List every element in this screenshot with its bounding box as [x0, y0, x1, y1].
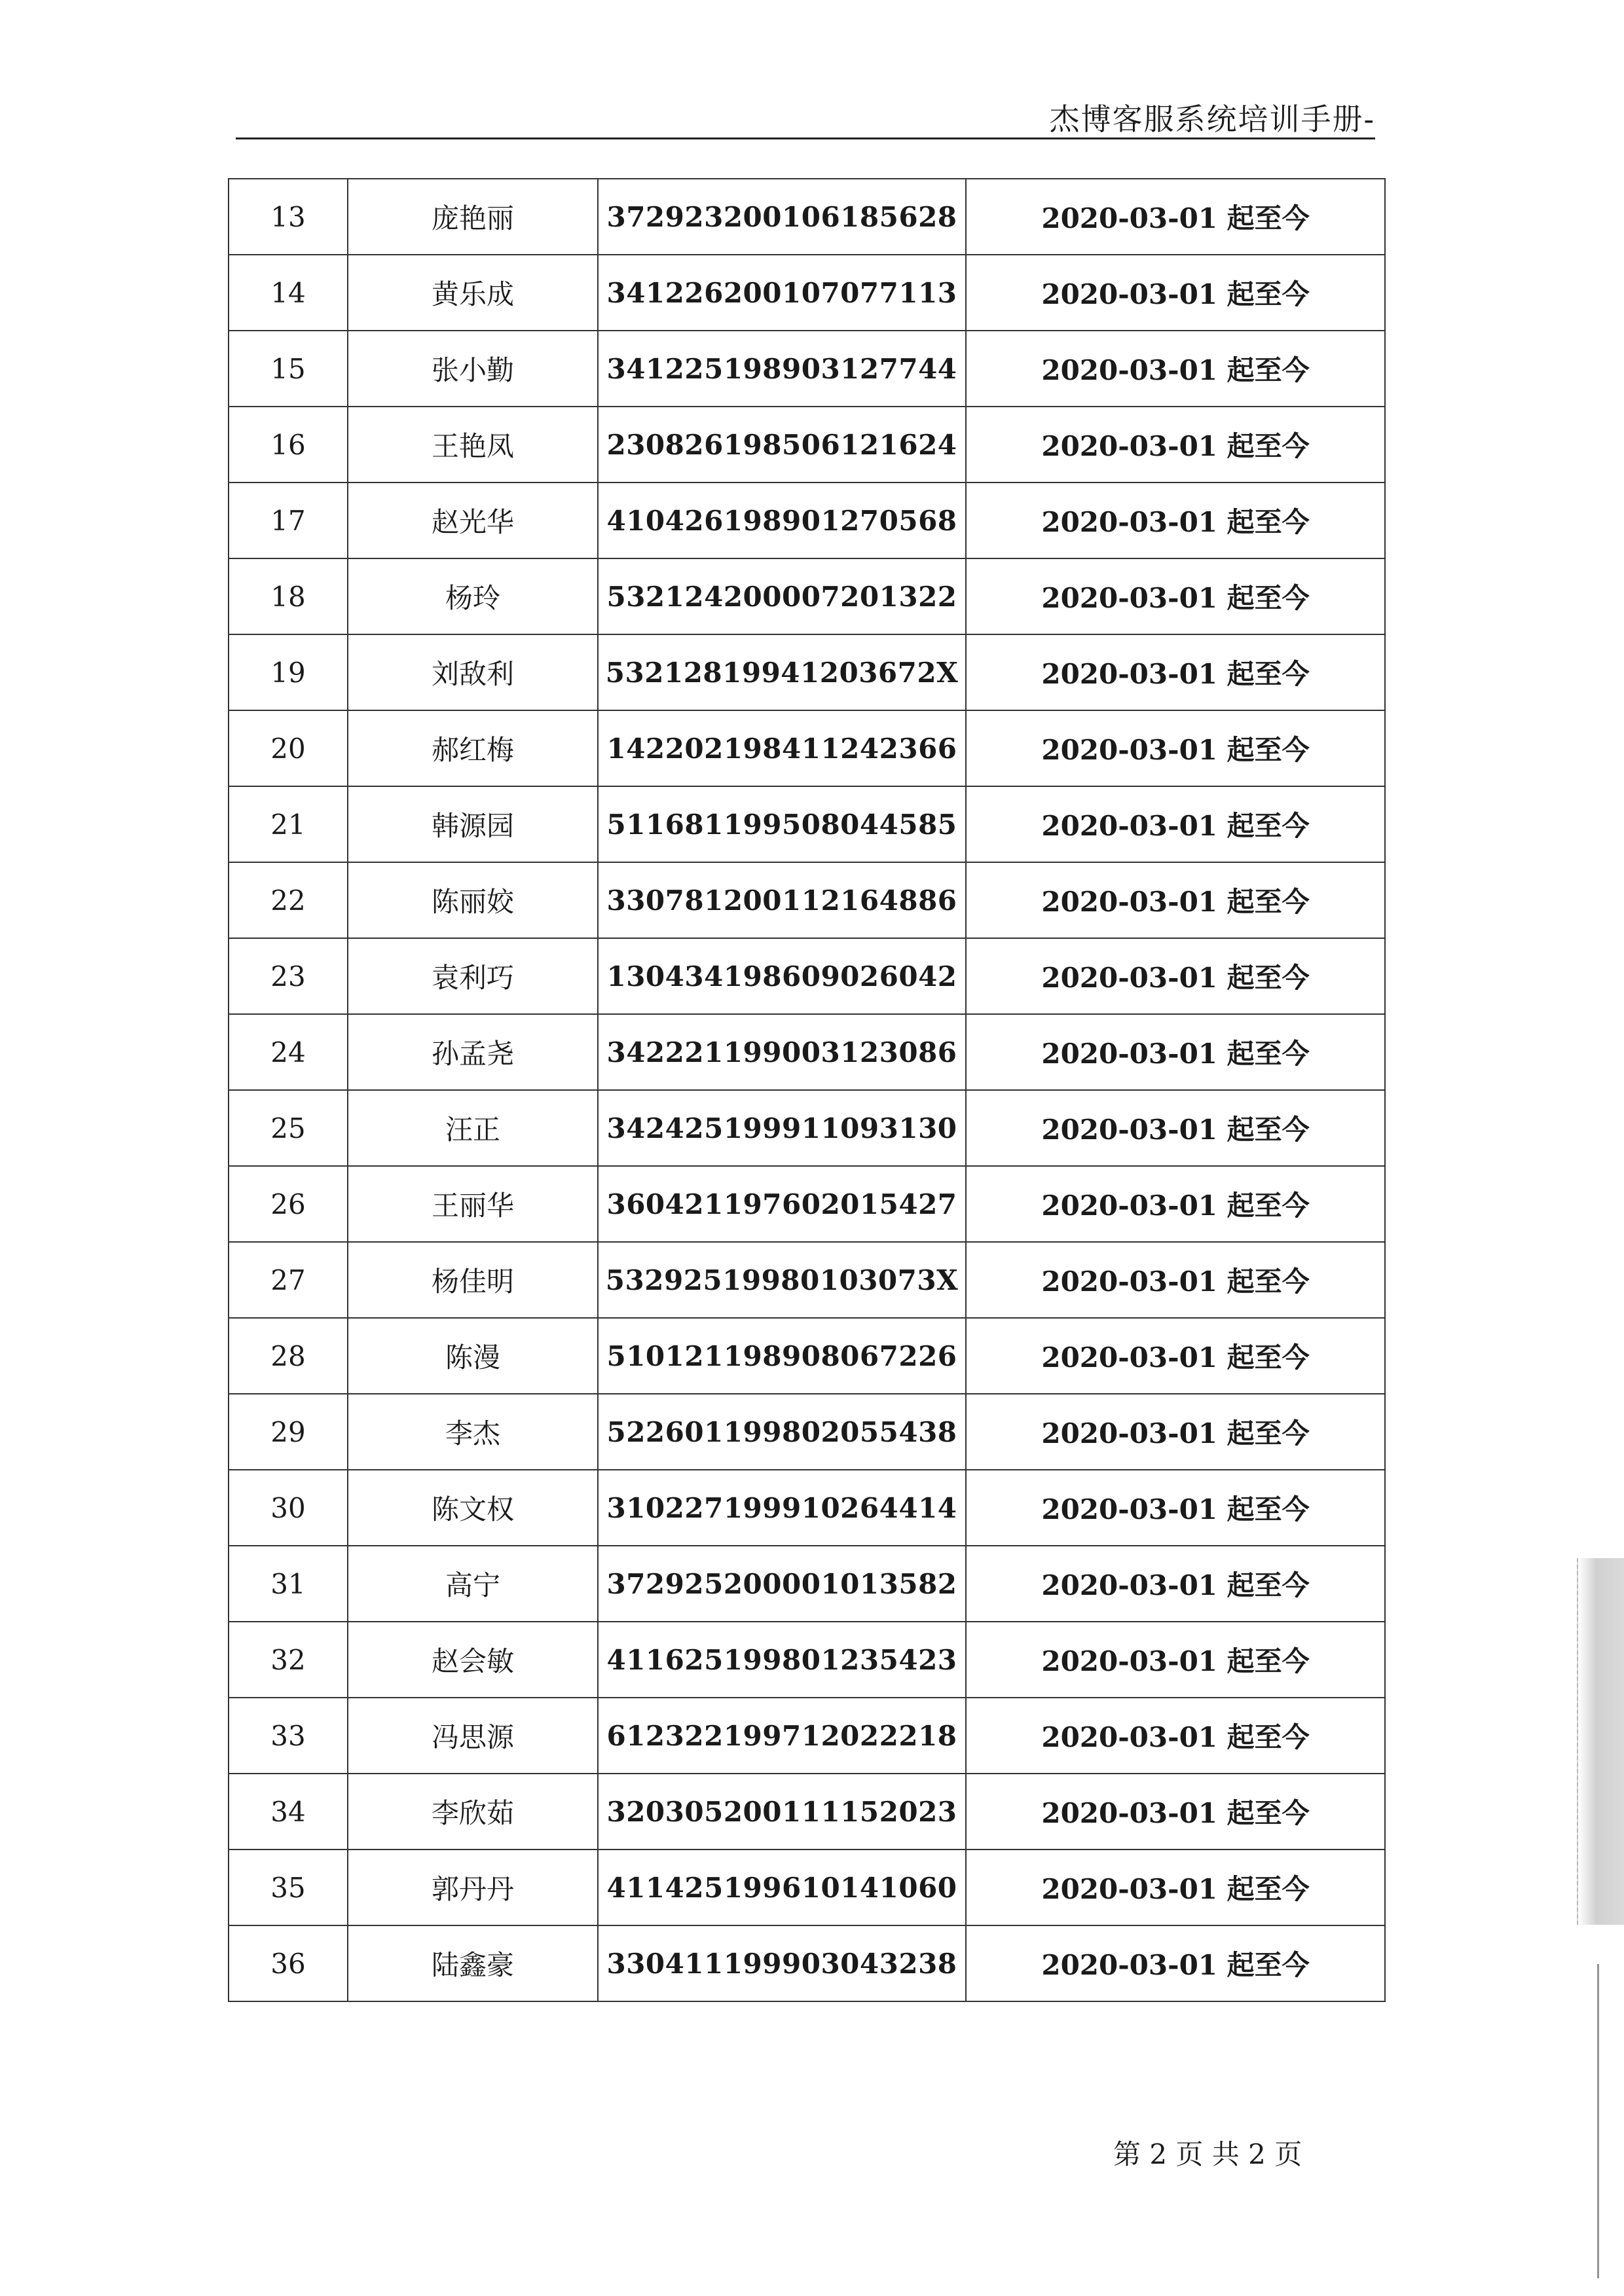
- period-cell: 2020-03-01 起至今: [966, 1698, 1385, 1774]
- id-number-cell: 330781200112164886: [598, 862, 966, 938]
- row-number-cell: 29: [229, 1394, 348, 1470]
- period-cell: 2020-03-01 起至今: [966, 1166, 1385, 1242]
- row-number-cell: 21: [229, 786, 348, 862]
- id-number-cell: 320305200111152023: [598, 1774, 966, 1850]
- scan-edge-mark: [1597, 1964, 1599, 2278]
- id-number-cell: 53292519980103073X: [598, 1242, 966, 1318]
- id-number-cell: 372923200106185628: [598, 179, 966, 255]
- period-cell: 2020-03-01 起至今: [966, 938, 1385, 1014]
- name-cell: 陆鑫豪: [348, 1925, 598, 2001]
- row-number-cell: 15: [229, 331, 348, 407]
- name-cell: 陈丽姣: [348, 862, 598, 938]
- period-cell: 2020-03-01 起至今: [966, 1014, 1385, 1090]
- id-number-cell: 532124200007201322: [598, 558, 966, 634]
- row-number-cell: 30: [229, 1470, 348, 1546]
- name-cell: 高宁: [348, 1546, 598, 1622]
- row-number-cell: 18: [229, 558, 348, 634]
- roster-table-body: [229, 179, 1385, 2001]
- id-number-cell: 341226200107077113: [598, 255, 966, 331]
- period-cell: 2020-03-01 起至今: [966, 1546, 1385, 1622]
- period-cell: 2020-03-01 起至今: [966, 1090, 1385, 1166]
- id-number-cell: 342425199911093130: [598, 1090, 966, 1166]
- table-row: [229, 331, 1385, 407]
- name-cell: 刘敌利: [348, 634, 598, 710]
- name-cell: 冯思源: [348, 1698, 598, 1774]
- table-row: [229, 1774, 1385, 1850]
- id-number-cell: 130434198609026042: [598, 938, 966, 1014]
- table-row: [229, 407, 1385, 483]
- id-number-cell: 510121198908067226: [598, 1318, 966, 1394]
- row-number-cell: 34: [229, 1774, 348, 1850]
- table-row: [229, 1698, 1385, 1774]
- row-number-cell: 23: [229, 938, 348, 1014]
- name-cell: 庞艳丽: [348, 179, 598, 255]
- roster-table: [228, 178, 1386, 2002]
- period-cell: 2020-03-01 起至今: [966, 1242, 1385, 1318]
- id-number-cell: 612322199712022218: [598, 1698, 966, 1774]
- name-cell: 李杰: [348, 1394, 598, 1470]
- id-number-cell: 410426198901270568: [598, 483, 966, 558]
- name-cell: 郭丹丹: [348, 1850, 598, 1925]
- page-header: [236, 92, 1375, 139]
- table-row: [229, 634, 1385, 710]
- table-row: [229, 483, 1385, 558]
- name-cell: 杨玲: [348, 558, 598, 634]
- header-title: 杰博客服系统培训手册-: [1049, 101, 1375, 137]
- row-number-cell: 13: [229, 179, 348, 255]
- row-number-cell: 36: [229, 1925, 348, 2001]
- row-number-cell: 20: [229, 710, 348, 786]
- table-row: [229, 179, 1385, 255]
- row-number-cell: 14: [229, 255, 348, 331]
- name-cell: 赵会敏: [348, 1622, 598, 1698]
- table-row: [229, 1394, 1385, 1470]
- row-number-cell: 17: [229, 483, 348, 558]
- table-row: [229, 938, 1385, 1014]
- row-number-cell: 31: [229, 1546, 348, 1622]
- name-cell: 王丽华: [348, 1166, 598, 1242]
- table-row: [229, 786, 1385, 862]
- period-cell: 2020-03-01 起至今: [966, 710, 1385, 786]
- row-number-cell: 25: [229, 1090, 348, 1166]
- period-cell: 2020-03-01 起至今: [966, 1470, 1385, 1546]
- name-cell: 杨佳明: [348, 1242, 598, 1318]
- id-number-cell: 372925200001013582: [598, 1546, 966, 1622]
- name-cell: 赵光华: [348, 483, 598, 558]
- period-cell: 2020-03-01 起至今: [966, 786, 1385, 862]
- table-row: [229, 1014, 1385, 1090]
- name-cell: 李欣茹: [348, 1774, 598, 1850]
- roster-table-container: [228, 178, 1379, 2002]
- name-cell: 郝红梅: [348, 710, 598, 786]
- id-number-cell: 341225198903127744: [598, 331, 966, 407]
- name-cell: 陈文权: [348, 1470, 598, 1546]
- table-row: [229, 1470, 1385, 1546]
- period-cell: 2020-03-01 起至今: [966, 862, 1385, 938]
- row-number-cell: 32: [229, 1622, 348, 1698]
- id-number-cell: 330411199903043238: [598, 1925, 966, 2001]
- period-cell: 2020-03-01 起至今: [966, 179, 1385, 255]
- row-number-cell: 26: [229, 1166, 348, 1242]
- table-row: [229, 255, 1385, 331]
- period-cell: 2020-03-01 起至今: [966, 331, 1385, 407]
- id-number-cell: 53212819941203672X: [598, 634, 966, 710]
- name-cell: 袁利巧: [348, 938, 598, 1014]
- period-cell: 2020-03-01 起至今: [966, 1394, 1385, 1470]
- row-number-cell: 19: [229, 634, 348, 710]
- id-number-cell: 142202198411242366: [598, 710, 966, 786]
- name-cell: 王艳凤: [348, 407, 598, 483]
- row-number-cell: 22: [229, 862, 348, 938]
- period-cell: 2020-03-01 起至今: [966, 1774, 1385, 1850]
- name-cell: 陈漫: [348, 1318, 598, 1394]
- period-cell: 2020-03-01 起至今: [966, 558, 1385, 634]
- period-cell: 2020-03-01 起至今: [966, 407, 1385, 483]
- row-number-cell: 16: [229, 407, 348, 483]
- name-cell: 黄乐成: [348, 255, 598, 331]
- period-cell: 2020-03-01 起至今: [966, 483, 1385, 558]
- row-number-cell: 33: [229, 1698, 348, 1774]
- period-cell: 2020-03-01 起至今: [966, 1850, 1385, 1925]
- row-number-cell: 24: [229, 1014, 348, 1090]
- page-number: 第 2 页 共 2 页: [1113, 2138, 1302, 2170]
- table-row: [229, 1166, 1385, 1242]
- row-number-cell: 28: [229, 1318, 348, 1394]
- id-number-cell: 342221199003123086: [598, 1014, 966, 1090]
- id-number-cell: 522601199802055438: [598, 1394, 966, 1470]
- period-cell: 2020-03-01 起至今: [966, 1318, 1385, 1394]
- table-row: [229, 1318, 1385, 1394]
- row-number-cell: 27: [229, 1242, 348, 1318]
- table-row: [229, 1090, 1385, 1166]
- name-cell: 汪正: [348, 1090, 598, 1166]
- name-cell: 孙孟尧: [348, 1014, 598, 1090]
- period-cell: 2020-03-01 起至今: [966, 1622, 1385, 1698]
- id-number-cell: 411425199610141060: [598, 1850, 966, 1925]
- period-cell: 2020-03-01 起至今: [966, 255, 1385, 331]
- name-cell: 韩源园: [348, 786, 598, 862]
- table-row: [229, 1546, 1385, 1622]
- table-row: [229, 1850, 1385, 1925]
- period-cell: 2020-03-01 起至今: [966, 1925, 1385, 2001]
- id-number-cell: 360421197602015427: [598, 1166, 966, 1242]
- id-number-cell: 411625199801235423: [598, 1622, 966, 1698]
- period-cell: 2020-03-01 起至今: [966, 634, 1385, 710]
- table-row: [229, 1925, 1385, 2001]
- id-number-cell: 511681199508044585: [598, 786, 966, 862]
- id-number-cell: 230826198506121624: [598, 407, 966, 483]
- name-cell: 张小勤: [348, 331, 598, 407]
- id-number-cell: 310227199910264414: [598, 1470, 966, 1546]
- table-row: [229, 558, 1385, 634]
- edge-seal-stamp: [1577, 1558, 1624, 1925]
- table-row: [229, 1622, 1385, 1698]
- table-row: [229, 710, 1385, 786]
- row-number-cell: 35: [229, 1850, 348, 1925]
- table-row: [229, 1242, 1385, 1318]
- table-row: [229, 862, 1385, 938]
